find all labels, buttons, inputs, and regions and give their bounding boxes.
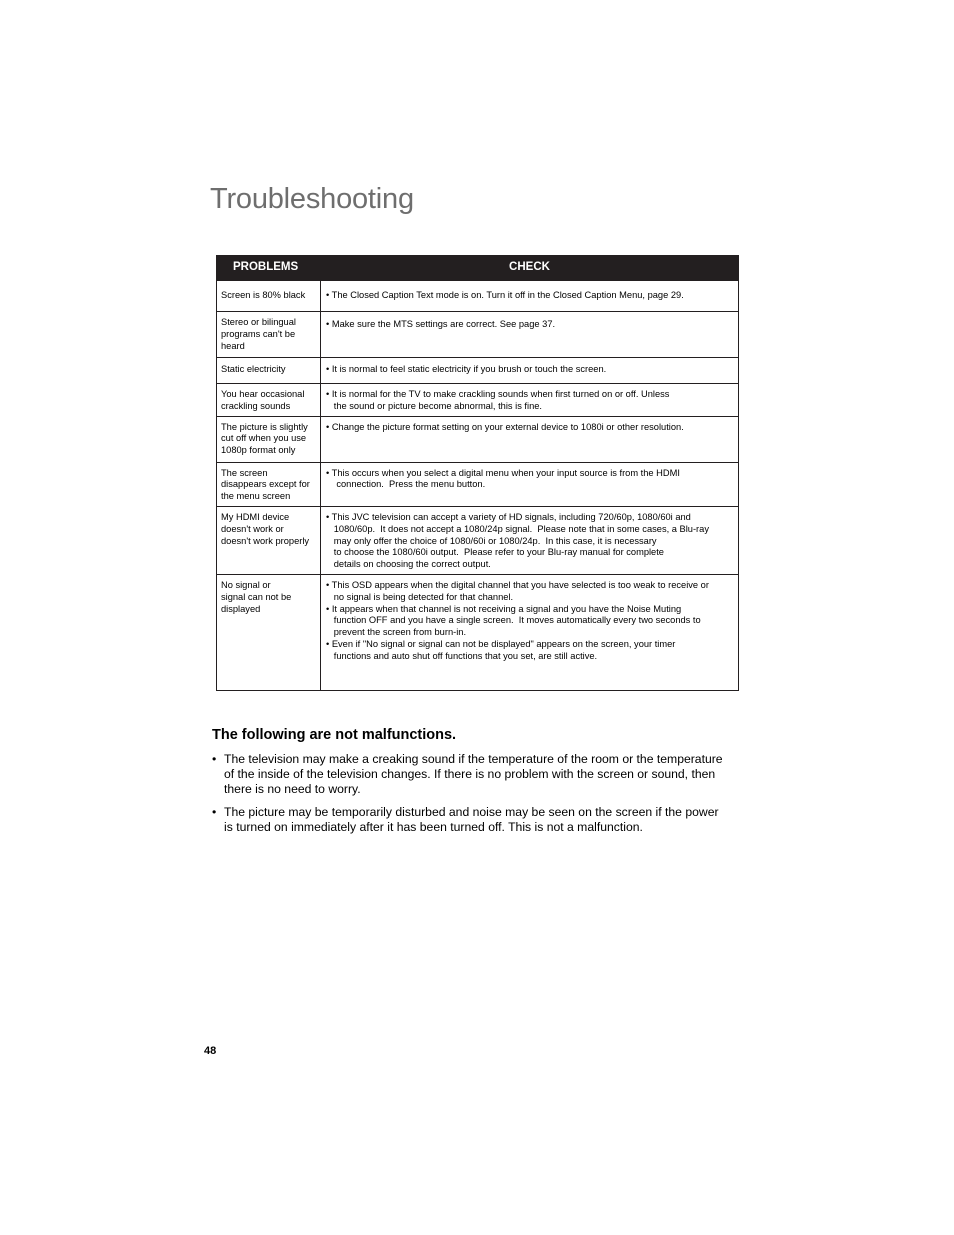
problem-line: No signal or bbox=[221, 579, 271, 590]
troubleshooting-table bbox=[216, 255, 739, 691]
note-line: is turned on immediately after it has been turned off. This is not a malfunction. bbox=[224, 820, 643, 834]
check-line: may only offer the choice of 1080/60i or 1080/24p. In this case, it is necessary bbox=[326, 535, 657, 546]
check-line: to choose the 1080/60i output. Please refer to your Blu-ray manual for complete bbox=[326, 547, 664, 558]
problem-line: Screen is 80% black bbox=[221, 290, 306, 300]
check-line: functions and auto shut off functions that you set, are still active. bbox=[326, 650, 598, 661]
table-row bbox=[217, 312, 739, 358]
page-number: 48 bbox=[204, 1045, 217, 1057]
check-line: • It appears when that channel is not receiving a signal and you have the Noise Muting bbox=[326, 603, 682, 614]
check-cell bbox=[321, 462, 739, 506]
table-row bbox=[217, 506, 739, 574]
note-line: there is no need to worry. bbox=[224, 782, 361, 796]
check-cell bbox=[321, 358, 739, 384]
check-line: • This JVC television can accept a variety of HD signals, including 720/60p, 1080/60i and bbox=[326, 511, 691, 522]
table-row bbox=[217, 358, 739, 384]
check-line: • It is normal to feel static electricity if you brush or touch the screen. bbox=[326, 364, 607, 374]
problem-line: crackling sounds bbox=[221, 400, 291, 411]
list-item bbox=[212, 805, 744, 835]
note-line: of the inside of the television changes. If there is no problem with the screen or sound, then bbox=[224, 767, 716, 781]
check-line: • Make sure the MTS settings are correct. See page 37. bbox=[326, 319, 556, 329]
table-row bbox=[217, 384, 739, 417]
table-header-row bbox=[217, 256, 739, 281]
check-line: prevent the screen from burn-in. bbox=[326, 627, 467, 638]
problem-line: disappears except for bbox=[221, 479, 310, 490]
check-line: • The Closed Caption Text mode is on. Turn it off in the Closed Caption Menu, page 29. bbox=[326, 290, 684, 300]
check-cell bbox=[321, 384, 739, 417]
notes-heading: The following are not malfunctions. bbox=[212, 727, 457, 743]
check-cell bbox=[321, 574, 739, 690]
bullet-marker: • bbox=[212, 805, 217, 819]
problem-cell bbox=[217, 384, 321, 417]
check-line: 1080/60p. It does not accept a 1080/24p signal. Please note that in some cases, a Blu-ray bbox=[326, 523, 709, 534]
check-line: • Even if "No signal or signal can not be displayed" appears on the screen, your timer bbox=[326, 638, 676, 649]
problem-line: signal can not be bbox=[221, 591, 292, 602]
notes-list bbox=[212, 752, 744, 843]
problem-line: My HDMI device bbox=[221, 511, 290, 522]
check-line: details on choosing the correct output. bbox=[326, 559, 491, 570]
problem-line: doesn't work or bbox=[221, 523, 284, 534]
check-line: no signal is being detected for that channel. bbox=[326, 591, 514, 602]
problem-line: The picture is slightly bbox=[221, 421, 308, 432]
note-line: The television may make a creaking sound if the temperature of the room or the temperature bbox=[224, 752, 723, 766]
table-row bbox=[217, 574, 739, 690]
problem-cell bbox=[217, 281, 321, 312]
table-row bbox=[217, 416, 739, 462]
problem-line: programs can't be bbox=[221, 328, 296, 339]
table-row bbox=[217, 281, 739, 312]
problem-line: The screen bbox=[221, 467, 268, 478]
problem-line: Static electricity bbox=[221, 364, 286, 374]
check-line: function OFF and you have a single screen. It moves automatically every two seconds to bbox=[326, 615, 701, 626]
header-check: CHECK bbox=[321, 256, 739, 281]
check-line: connection. Press the menu button. bbox=[326, 479, 486, 490]
problem-line: heard bbox=[221, 340, 245, 351]
check-line: • It is normal for the TV to make crackling sounds when first turned on or off. Unless bbox=[326, 389, 670, 399]
problem-line: displayed bbox=[221, 603, 261, 614]
check-cell bbox=[321, 416, 739, 462]
problem-line: You hear occasional bbox=[221, 389, 305, 399]
check-line: • This OSD appears when the digital channel that you have selected is too weak to receive or bbox=[326, 579, 709, 590]
problem-line: doesn't work properly bbox=[221, 535, 310, 546]
check-line: • Change the picture format setting on your external device to 1080i or other resolution. bbox=[326, 421, 684, 432]
check-line: • This occurs when you select a digital menu when your input source is from the HDMI bbox=[326, 467, 680, 478]
page-title: Troubleshooting bbox=[210, 183, 414, 215]
note-line: The picture may be temporarily disturbed and noise may be seen on the screen if the power bbox=[224, 805, 719, 819]
check-cell bbox=[321, 506, 739, 574]
problem-line: 1080p format only bbox=[221, 445, 296, 456]
list-item bbox=[212, 752, 744, 797]
problem-line: Stereo or bilingual bbox=[221, 317, 296, 327]
check-cell bbox=[321, 312, 739, 358]
problem-cell bbox=[217, 506, 321, 574]
check-cell bbox=[321, 281, 739, 312]
check-line: the sound or picture become abnormal, this is fine. bbox=[326, 400, 543, 411]
problem-cell bbox=[217, 574, 321, 690]
problem-cell bbox=[217, 416, 321, 462]
bullet-marker: • bbox=[212, 752, 217, 766]
problem-cell bbox=[217, 462, 321, 506]
header-problems: PROBLEMS bbox=[217, 256, 321, 281]
problem-line: the menu screen bbox=[221, 491, 291, 502]
table-row bbox=[217, 462, 739, 506]
problem-cell bbox=[217, 312, 321, 358]
problem-line: cut off when you use bbox=[221, 433, 307, 444]
problem-cell bbox=[217, 358, 321, 384]
